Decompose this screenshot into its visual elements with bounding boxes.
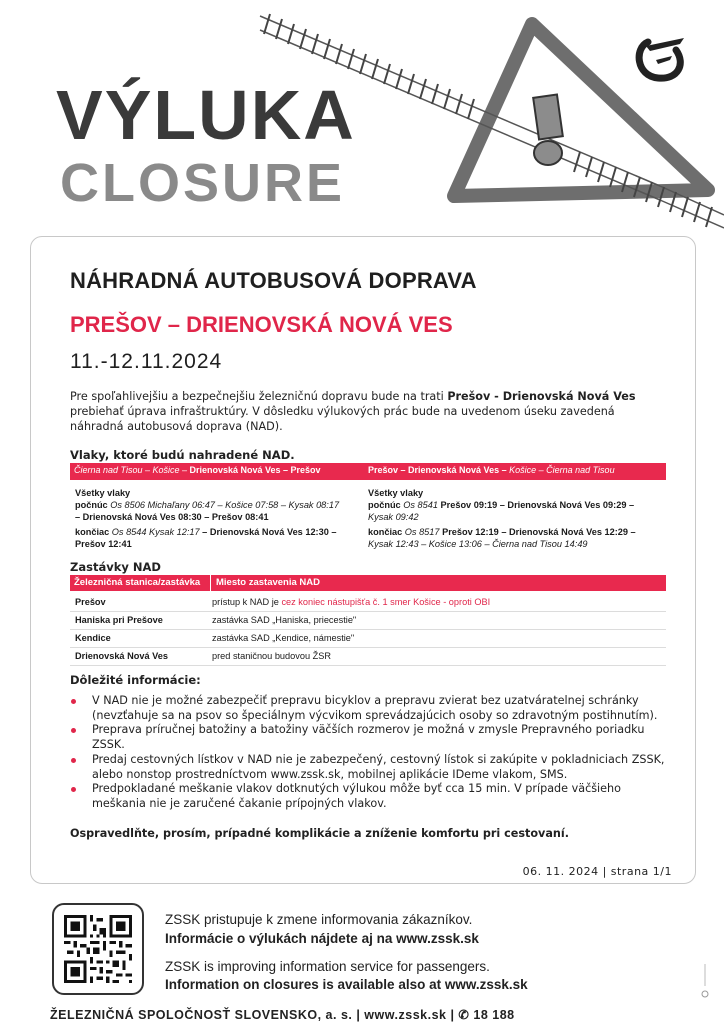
trains-header-right-b: Košice – Čierna nad Tisou [509, 465, 615, 475]
stop-place-text: prístup k NAD je [212, 597, 282, 607]
info-title: Dôležité informácie: [70, 673, 201, 687]
list-item [70, 753, 670, 782]
stops-header-divider [210, 575, 211, 591]
trains-header-left-b: Drienovská Nová Ves – Prešov [189, 465, 321, 475]
trains-left-start-b: – Drienovská Nová Ves 08:30 – Prešov 08:41 [75, 512, 269, 522]
stop-station: Kendice [75, 633, 111, 643]
footer-en-line-2: Information on closures is available also at www.zssk.sk [165, 977, 528, 992]
header-hero [0, 0, 724, 250]
list-item [70, 723, 670, 752]
info-item-text: Preprava príručnej batožiny a batožiny väčších rozmerov je možná v zmysle Prepravného poriadku ZSSK. [92, 723, 645, 752]
bullet-dot-icon [71, 758, 76, 763]
trains-right-start-a: Os 8541 [400, 500, 438, 510]
trains-left-end [75, 526, 361, 550]
stops-col-station: Železničná stanica/zastávka [74, 577, 201, 588]
footer-sk-line-2: Informácie o výlukách nájdete aj na www.zssk.sk [165, 931, 479, 946]
trains-left-end-label: končiac [75, 527, 110, 537]
trains-right-end-c: Kysak 12:43 – Košice 13:06 – Čierna nad Tisou 14:49 [368, 539, 588, 549]
title-closure-sk: VÝLUKA [56, 76, 356, 154]
table-row [70, 612, 666, 630]
stop-place: pred staničnou budovou ŽSR [212, 651, 332, 661]
apology-text: Ospravedlňte, prosím, prípadné komplikácie a zníženie komfortu pri cestovaní. [70, 827, 569, 840]
stop-station: Drienovská Nová Ves [75, 651, 168, 661]
intro-route: Prešov - Drienovská Nová Ves [447, 390, 636, 403]
stop-place: zastávka SAD „Haniska, priecestie" [212, 615, 357, 625]
page-footer: 06. 11. 2024 | strana 1/1 [522, 865, 672, 878]
trains-right-start-b: Prešov 09:19 – Drienovská Nová Ves 09:29 – [437, 500, 635, 510]
stops-title: Zastávky NAD [70, 560, 161, 574]
info-list [70, 694, 670, 812]
trains-left-start-a: Os 8506 Michaľany 06:47 – Košice 07:58 – Kysak 08:17 [107, 500, 340, 510]
notice-dates: 11.-12.11.2024 [70, 350, 223, 373]
trains-right-end-a: Os 8517 [402, 527, 440, 537]
company-line: ŽELEZNIČNÁ SPOLOČNOSŤ SLOVENSKO, a. s. | www.zssk.sk | ✆ 18 188 [50, 1008, 515, 1022]
trains-right-all: Všetky vlaky [368, 488, 424, 498]
bullet-dot-icon [71, 699, 76, 704]
footer-en-line-1: ZSSK is improving information service for passengers. [165, 959, 490, 974]
notice-route: PREŠOV – DRIENOVSKÁ NOVÁ VES [70, 312, 453, 337]
stop-place-highlight: cez koniec nástupišťa č. 1 smer Košice - oproti OBI [281, 597, 491, 607]
stop-place: zastávka SAD „Kendice, námestie" [212, 633, 355, 643]
side-recycle-icon [700, 960, 710, 1000]
table-row [70, 594, 666, 612]
info-item-text: Predaj cestovných lístkov v NAD nie je zabezpečený, cestovný lístok si zakúpite v pokladniciach ZSSK, alebo nonstop prostredníctvom www.zssk.sk, mobilnej aplikácie IDeme vlakom, SMS. [92, 752, 665, 781]
trains-left-all: Všetky vlaky [75, 488, 131, 498]
trains-left-end-b: – Drienovská Nová Ves 12:30 – Prešov 12:41 [75, 527, 337, 549]
stop-station: Haniska pri Prešove [75, 615, 163, 625]
trains-right-end [368, 526, 654, 550]
trains-left-start [75, 487, 361, 523]
info-item-text: Predpokladané meškanie vlakov dotknutých výlukou môže byť cca 15 min. V prípade väčšieho meškania nie je zaručené čakanie prípojných vlakov. [92, 782, 621, 810]
bullet-dot-icon [71, 728, 76, 733]
trains-header-bar [70, 463, 666, 480]
list-item [70, 782, 670, 811]
stops-header-bar [70, 575, 666, 591]
notice-heading: NÁHRADNÁ AUTOBUSOVÁ DOPRAVA [70, 268, 477, 293]
trains-right-start-label: počnúc [368, 500, 401, 510]
footer-sk-line-1: ZSSK pristupuje k zmene informovania zákazníkov. [165, 912, 473, 927]
trains-left-end-a: Os 8544 Kysak 12:17 [109, 527, 200, 537]
notice-intro [70, 389, 670, 434]
trains-left-start-label: počnúc [75, 500, 108, 510]
table-row [70, 648, 666, 666]
zssk-logo-icon [626, 30, 690, 86]
trains-right-end-b: Prešov 12:19 – Drienovská Nová Ves 12:29 – [439, 527, 636, 537]
qr-code-icon [64, 915, 132, 983]
bullet-dot-icon [71, 787, 76, 792]
trains-header-left [74, 465, 321, 475]
table-row [70, 630, 666, 648]
intro-text-2: prebiehať úprava infraštruktúry. V dôsledku výlukových prác bude na uvedenom úseku zavedená náhradná autobusová doprava (NAD). [70, 405, 615, 433]
trains-right-start-c: Kysak 09:42 [368, 512, 419, 522]
trains-title: Vlaky, ktoré budú nahradené NAD. [70, 448, 295, 462]
trains-right-end-label: končiac [368, 527, 403, 537]
list-item [70, 694, 670, 723]
trains-header-right [368, 465, 615, 475]
trains-right-start [368, 487, 654, 523]
title-closure-en: CLOSURE [60, 153, 346, 213]
stop-place [212, 597, 490, 607]
trains-header-right-a: Prešov – Drienovská Nová Ves – [368, 465, 510, 475]
info-item-text: V NAD nie je možné zabezpečiť prepravu bicyklov a prepravu zvierat bez uzatváratelnej schránky (nevzťahuje sa na psov so špeciálnym výcvikom sprevádzajúcich osoby so zdravotným postihnutím). [92, 694, 658, 722]
intro-text-1: Pre spoľahlivejšiu a bezpečnejšiu železničnú dopravu bude na trati [70, 390, 448, 403]
qr-code-frame [52, 903, 144, 995]
stops-col-place: Miesto zastavenia NAD [216, 577, 321, 588]
stop-station: Prešov [75, 597, 106, 607]
trains-header-left-a: Čierna nad Tisou – Košice – [74, 465, 190, 475]
